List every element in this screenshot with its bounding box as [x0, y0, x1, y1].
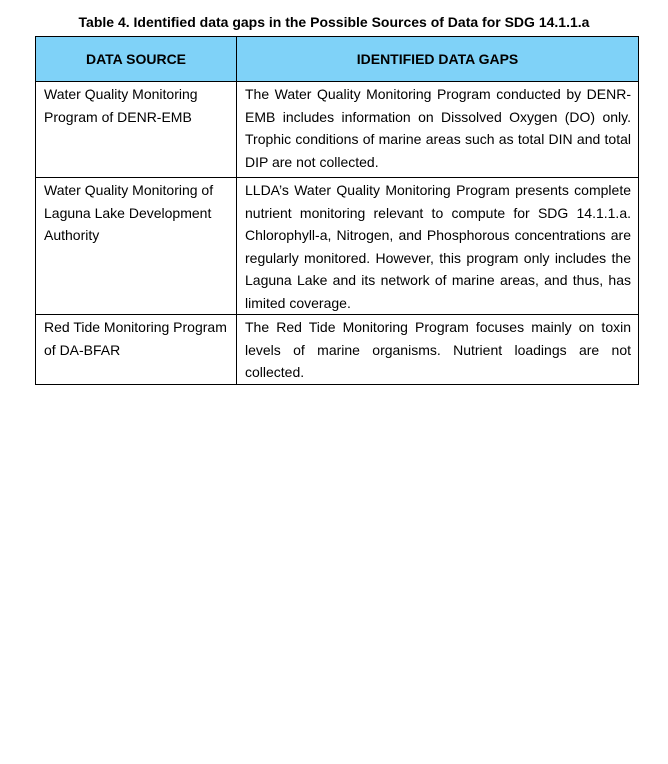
- table-row: [36, 178, 639, 315]
- header-identified-data-gaps: IDENTIFIED DATA GAPS: [237, 37, 639, 82]
- data-source-cell: Red Tide Monitoring Program of DA-BFAR: [36, 315, 237, 385]
- data-source-cell: Water Quality Monitoring of Laguna Lake Development Authority: [36, 178, 237, 315]
- data-gap-cell: The Red Tide Monitoring Program focuses mainly on toxin levels of marine organisms. Nutrient loadings are not collected.: [237, 315, 639, 385]
- data-source-cell: Water Quality Monitoring Program of DENR-EMB: [36, 82, 237, 178]
- header-data-source: DATA SOURCE: [36, 37, 237, 82]
- table-header-row: [36, 37, 639, 82]
- data-gap-cell: The Water Quality Monitoring Program conducted by DENR-EMB includes information on Dissolved Oxygen (DO) only. Trophic conditions of marine areas such as total DIN and total DIP are not collected.: [237, 82, 639, 178]
- data-gap-cell: LLDA’s Water Quality Monitoring Program presents complete nutrient monitoring relevant to compute for SDG 14.1.1.a. Chlorophyll-a, Nitrogen, and Phosphorous concentrations are regularly monitored. However, this program only includes the Laguna Lake and its network of marine areas, and thus, has limited coverage.: [237, 178, 639, 315]
- table-caption: Table 4. Identified data gaps in the Possible Sources of Data for SDG 14.1.1.a: [78, 14, 590, 30]
- data-gaps-table: [35, 36, 639, 385]
- table-row: [36, 82, 639, 178]
- table-row: [36, 315, 639, 385]
